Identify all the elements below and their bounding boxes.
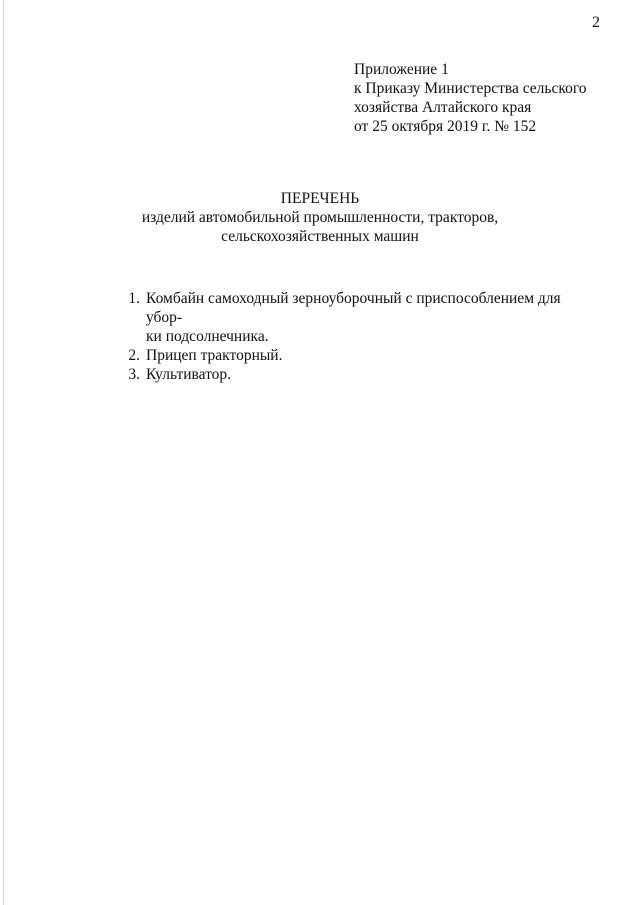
- appendix-line-4: от 25 октября 2019 г. № 152: [354, 118, 537, 135]
- list-item-text: [146, 289, 600, 346]
- list-item: [120, 346, 600, 365]
- appendix-line-2: к Приказу Министерства сельского: [354, 80, 587, 97]
- list-item-number: 1.: [128, 290, 140, 307]
- list-item-line: ки подсолнечника.: [146, 328, 269, 345]
- title-heading: ПЕРЕЧЕНЬ: [280, 190, 360, 207]
- list-item-line: Комбайн самоходный зерноуборочный с приспособлением для убор-: [146, 290, 561, 326]
- list-item-number: 2.: [128, 347, 140, 364]
- list-item: [120, 365, 600, 384]
- page-number: 2: [592, 14, 600, 31]
- appendix-line-3: хозяйства Алтайского края: [354, 99, 532, 116]
- list-item-text: Культиватор.: [146, 366, 232, 383]
- items-list: [120, 289, 600, 384]
- page-left-edge: [3, 0, 4, 905]
- document-title: [0, 189, 640, 246]
- list-item-number: 3.: [128, 366, 140, 383]
- title-line-3: сельскохозяйственных машин: [221, 228, 419, 245]
- appendix-header: [354, 60, 587, 136]
- list-item: [120, 289, 600, 346]
- title-line-2: изделий автомобильной промышленности, тракторов,: [141, 209, 499, 226]
- list-item-text: Прицеп тракторный.: [146, 347, 283, 364]
- appendix-line-1: Приложение 1: [354, 61, 449, 78]
